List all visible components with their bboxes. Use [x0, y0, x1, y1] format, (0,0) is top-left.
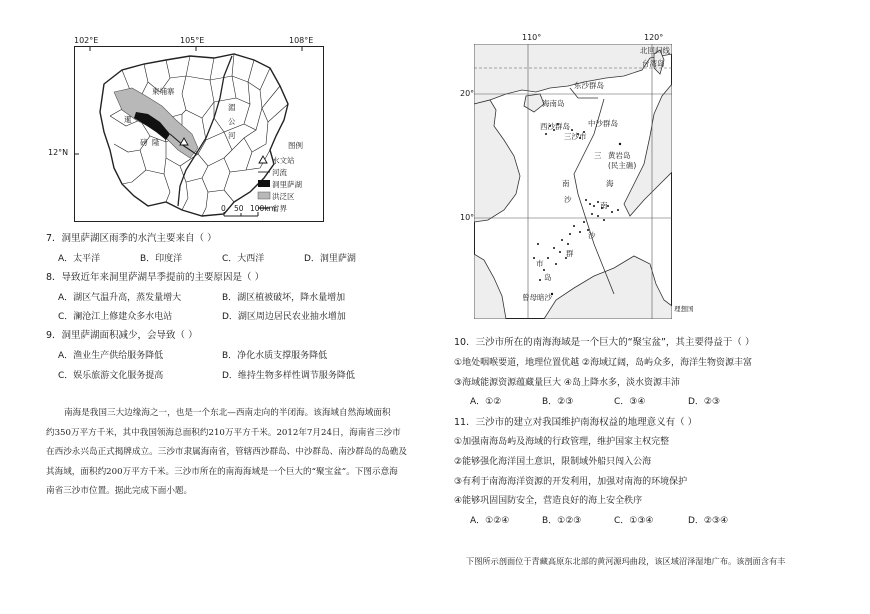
q7-option-b: B．印度洋 [140, 254, 183, 264]
q9-option-a: A．渔业生产供给服务降低 [58, 351, 164, 361]
passage-line: 约350万平方千米，其中我国领海总面积约210万平方千米。2012年7月24日，海南省三沙市 [46, 427, 401, 438]
label-tropic: 北回归线 [640, 46, 670, 55]
passage-line: 南省三沙市位置。据此完成下面小题。 [46, 486, 193, 496]
q10-item-2: ③海域能源资源蕴藏量巨大 ④岛上降水多，淡水资源丰沛 [454, 378, 680, 388]
q11-item-3: ③有利于南海海洋资源的开发利用，加强对南海的环境保护 [454, 477, 688, 487]
q8-option-a: A．湖区气温升高，蒸发量增大 [58, 293, 182, 303]
lat-label-10: 10° [460, 213, 475, 222]
q7-option-c: C．大西洋 [222, 254, 265, 264]
label-zhongsha: 中沙群岛 [588, 119, 618, 128]
q11-option-a: A．①②④ [470, 516, 510, 526]
q9-option-b: B．净化水质支撑服务降低 [222, 351, 328, 361]
cambodia-map [74, 46, 324, 222]
label-taiwan: 台湾岛 [642, 59, 665, 68]
q8-option-d: D．湖区周边居民农业抽水增加 [222, 312, 346, 322]
svg-text:图例: 图例 [288, 141, 303, 150]
q8-stem: 8．导致近年来洞里萨湖旱季提前的主要原因是（ ） [46, 272, 265, 283]
label-qun: 群 [566, 249, 574, 258]
q11-option-b: B．①②③ [542, 516, 582, 526]
lon-label-102: 102°E [74, 36, 99, 45]
label-huangyan: 黄岩岛 [608, 151, 631, 160]
svg-text:50: 50 [234, 204, 244, 213]
q11-stem: 11．三沙市的建立对我国维护南海权益的地理意义有（ ） [454, 417, 698, 428]
q8-option-b: B．湖区植被破坏，降水量增加 [222, 293, 346, 303]
label-xisha: 西沙群岛 [540, 122, 570, 131]
q10-option-d: D．②③ [688, 397, 721, 407]
svg-text:水文站: 水文站 [272, 156, 295, 165]
passage-line: 南海是我国三大边缘海之一，也是一个东北—西南走向的半闭海。该海域自然海域面积 [64, 408, 391, 418]
q11-item-2: ②能够强化海洋国土意识，限制域外船只闯入公海 [454, 457, 652, 467]
label-mekong-3: 河 [228, 131, 236, 140]
label-hai: 海 [606, 179, 614, 188]
label-mekong-2: 公 [228, 117, 236, 126]
q11-item-1: ①加强南海岛屿及海域的行政管理，维护国家主权完整 [454, 437, 670, 447]
label-cambodia: 柬埔寨 [152, 87, 175, 96]
q7-stem: 7．洞里萨湖区雨季的水汽主要来自（ ） [46, 233, 217, 244]
label-dongsha: 东沙群岛 [574, 81, 604, 90]
label-sha2: 沙 [564, 195, 572, 204]
q10-option-c: C．③④ [614, 397, 646, 407]
label-dao: 岛 [544, 273, 552, 282]
svg-text:河流: 河流 [272, 168, 287, 177]
q8-option-c: C．澜沧江上修建众多水电站 [58, 312, 173, 322]
label-kampong-1: 磅 [140, 138, 148, 147]
label-shi: 市 [536, 259, 544, 268]
q11-option-d: D．②③④ [688, 516, 729, 526]
lon-label-110: 110° [522, 33, 542, 42]
label-kampong-2: 隆 [152, 138, 160, 147]
svg-text:100km: 100km [250, 204, 276, 213]
footer-text: 下图所示剖面位于青藏高原东北部的黄河源玛曲段，该区域沼泽湿地广布。该剖面含有丰 [466, 556, 786, 566]
label-hainan: 海南岛 [542, 99, 565, 108]
label-siem: 暹 [124, 115, 132, 124]
lon-label-108: 108°E [289, 36, 314, 45]
lon-label-105: 105°E [180, 36, 205, 45]
q11-item-4: ④能够巩固国防安全，营造良好的海上安全秩序 [454, 496, 643, 506]
q9-option-c: C．娱乐旅游文化服务提高 [58, 371, 164, 381]
svg-text:洞里萨湖: 洞里萨湖 [272, 180, 302, 189]
q7-option-a: A．太平洋 [58, 254, 101, 264]
lat-label-12n: 12°N [48, 148, 69, 157]
label-mekong-1: 湄 [228, 103, 236, 112]
q7-option-d: D．洞里萨湖 [304, 254, 356, 264]
label-nan2: 南 [600, 201, 608, 210]
svg-text:0: 0 [221, 204, 226, 213]
q10-option-b: B．②③ [542, 397, 574, 407]
label-sha3: 沙 [588, 231, 596, 240]
label-zengmu: 曾母暗沙 [522, 293, 552, 302]
q10-stem: 10．三沙市所在的南海海域是一个巨大的“聚宝盆”，其主要得益于（ ） [454, 337, 755, 348]
south-china-sea-map [474, 44, 672, 319]
map2-sea-label: 理想国 [674, 305, 694, 313]
svg-text:省界: 省界 [272, 204, 287, 213]
q9-stem: 9．洞里萨湖面积减少，会导致（ ） [46, 330, 198, 341]
svg-text:洪泛区: 洪泛区 [272, 192, 295, 201]
label-nan: 南 [562, 179, 570, 188]
lon-label-120: 120° [644, 33, 664, 42]
q10-option-a: A．①② [470, 397, 502, 407]
label-sha: 三 [594, 151, 602, 160]
passage-line: 其海域，面积约200万平方千米。三沙市所在的南海海域是一个巨大的“聚宝盆”。下图示意海 [46, 466, 398, 477]
q11-option-c: C．①③④ [614, 516, 654, 526]
passage-line: 在西沙永兴岛正式揭牌成立。三沙市隶属海南省，管辖西沙群岛、中沙群岛、南沙群岛的岛礁及 [46, 447, 407, 457]
passage [46, 404, 407, 502]
lat-label-20: 20° [460, 89, 475, 98]
q9-option-d: D．维持生物多样性调节服务降低 [222, 371, 355, 381]
q10-item-1: ①地处咽喉要道，地理位置优越 ②海域辽阔，岛屿众多，海洋生物资源丰富 [454, 358, 752, 368]
label-sansha: 三沙市 [564, 132, 587, 141]
label-minzhu: (民主礁) [608, 161, 637, 170]
